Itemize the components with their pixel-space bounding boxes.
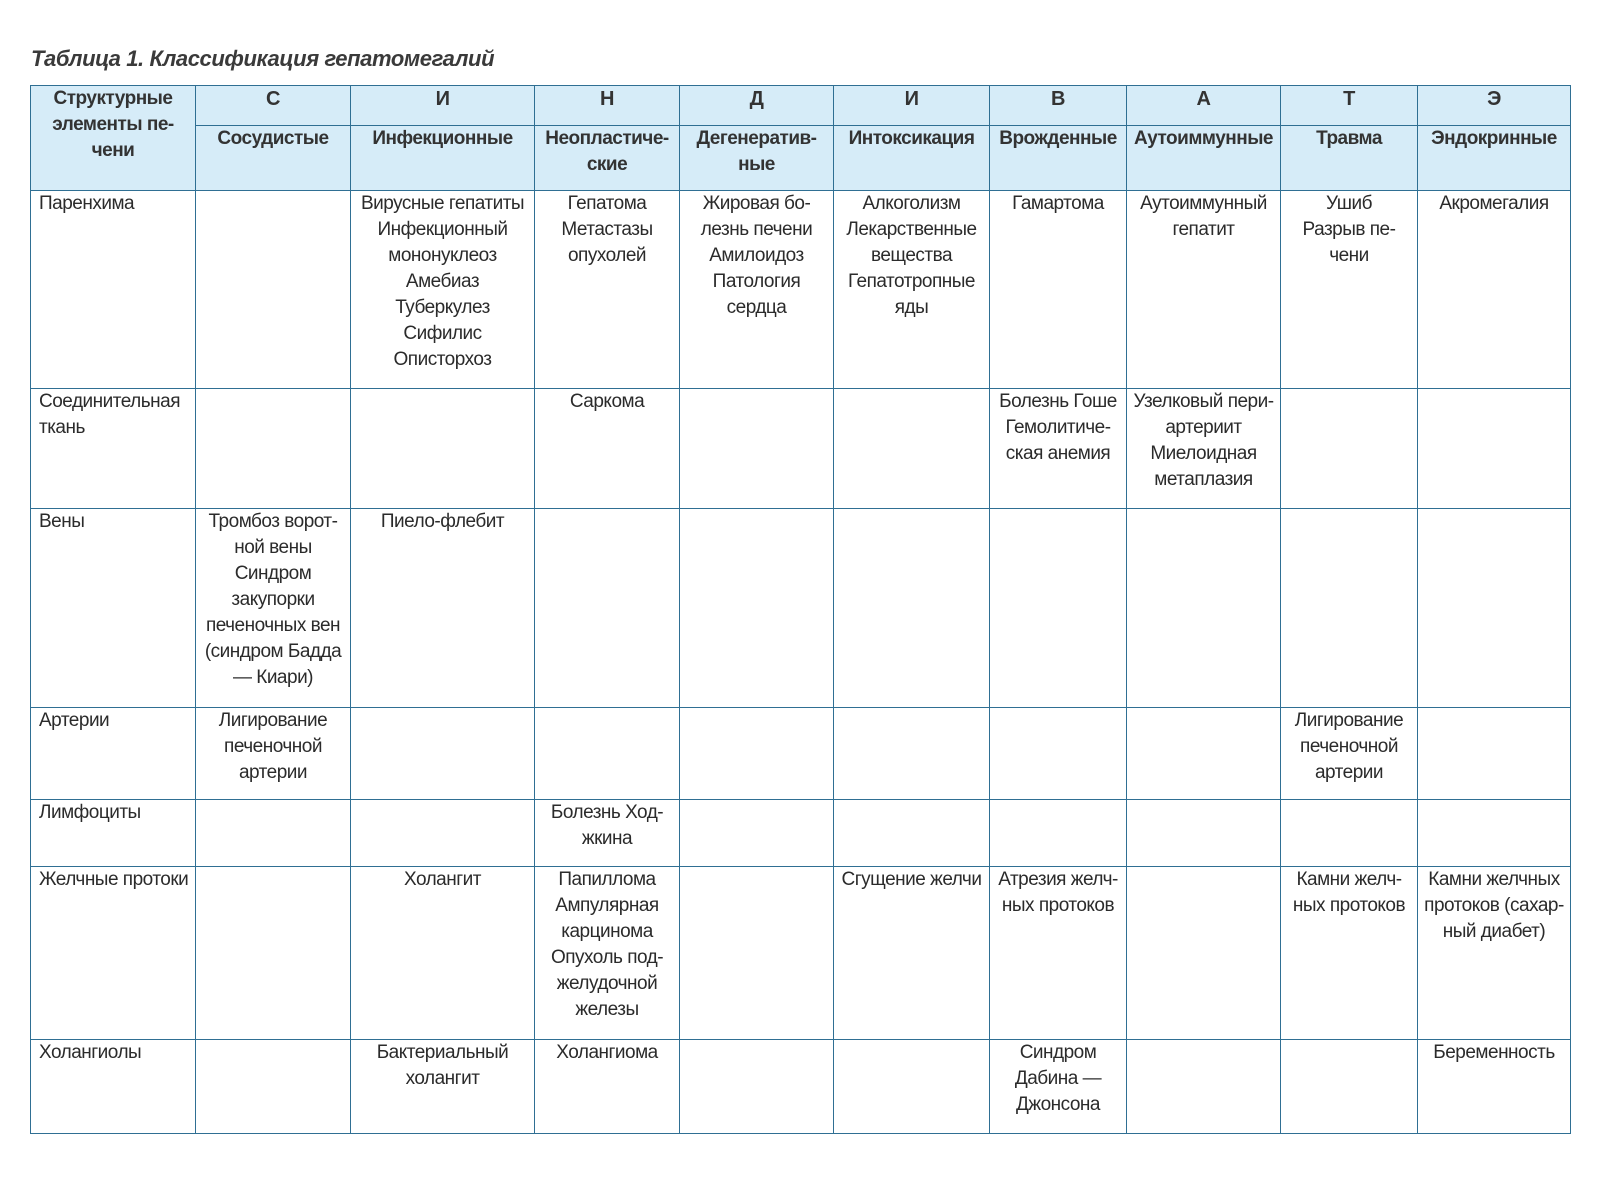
row-header-cell bbox=[31, 389, 196, 509]
cell-line: Дабина — bbox=[1014, 1068, 1102, 1089]
table-cell bbox=[1281, 509, 1418, 708]
table-cell bbox=[990, 800, 1127, 867]
table-body bbox=[31, 191, 1571, 1134]
cell-line: — Киари) bbox=[232, 667, 314, 688]
table-cell bbox=[990, 867, 1127, 1040]
cell-line: Миелоидная bbox=[1150, 443, 1257, 464]
cell-line: Камни желчных bbox=[1428, 869, 1560, 890]
header-category-line: ные bbox=[738, 154, 775, 175]
cell-line: Ампулярная bbox=[555, 895, 659, 916]
row-header-cell bbox=[31, 800, 196, 867]
table-cell bbox=[1127, 1040, 1281, 1134]
row-header-cell bbox=[31, 708, 196, 800]
cell-line: ный диабет) bbox=[1442, 921, 1546, 942]
row-header-cell bbox=[31, 509, 196, 708]
table-cell bbox=[1418, 389, 1571, 509]
table-cell bbox=[1127, 509, 1281, 708]
table-row bbox=[31, 191, 1571, 389]
cell-line: Холангит bbox=[403, 869, 481, 890]
table-cell bbox=[680, 389, 834, 509]
cell-line: Папиллома bbox=[558, 869, 656, 890]
table-cell bbox=[1281, 800, 1418, 867]
cell-line: карцинома bbox=[561, 921, 653, 942]
table-cell bbox=[196, 389, 351, 509]
table-row bbox=[31, 708, 1571, 800]
table-cell bbox=[535, 867, 680, 1040]
row-header-line: Холангиолы bbox=[39, 1042, 142, 1063]
table-cell bbox=[834, 389, 990, 509]
header-category-line: Неопластиче- bbox=[545, 128, 669, 149]
table-cell bbox=[351, 867, 535, 1040]
table-cell bbox=[196, 509, 351, 708]
cell-line: Лекарственные bbox=[846, 219, 977, 240]
table-cell bbox=[1418, 1040, 1571, 1134]
header-category-line: Врожденные bbox=[999, 128, 1117, 149]
header-category-line: Аутоиммунные bbox=[1133, 128, 1274, 149]
header-letter: И bbox=[351, 86, 535, 126]
header-category bbox=[834, 126, 990, 191]
cell-line: Гепатома bbox=[567, 193, 647, 214]
classification-table bbox=[30, 85, 1571, 1134]
cell-line: Лигирование bbox=[1294, 710, 1404, 731]
table-cell bbox=[834, 509, 990, 708]
table-cell bbox=[680, 800, 834, 867]
header-letter-row bbox=[31, 86, 1571, 126]
header-category-line: Интоксикация bbox=[848, 128, 975, 149]
cell-line: Болезнь Гоше bbox=[999, 391, 1117, 412]
header-letter: А bbox=[1127, 86, 1281, 126]
table-cell bbox=[680, 867, 834, 1040]
cell-line: Болезнь Ход- bbox=[550, 802, 664, 823]
table-cell bbox=[351, 191, 535, 389]
cell-line: Тромбоз ворот- bbox=[208, 511, 338, 532]
cell-line: Гепатотропные bbox=[847, 271, 975, 292]
table-cell bbox=[535, 509, 680, 708]
table-cell bbox=[990, 1040, 1127, 1134]
cell-line: Узелковый пери- bbox=[1133, 391, 1274, 412]
header-category bbox=[1418, 126, 1571, 191]
header-category bbox=[535, 126, 680, 191]
cell-line: Алкоголизм bbox=[862, 193, 961, 214]
row-header-line: Желчные протоки bbox=[39, 869, 189, 890]
table-row bbox=[31, 509, 1571, 708]
table-cell bbox=[535, 708, 680, 800]
table-cell bbox=[834, 191, 990, 389]
header-letter: Н bbox=[535, 86, 680, 126]
cell-line: протоков (сахар- bbox=[1424, 895, 1564, 916]
table-cell bbox=[1418, 708, 1571, 800]
row-header-line: ткань bbox=[39, 417, 85, 438]
cell-line: Холангиома bbox=[556, 1042, 658, 1063]
cell-line: ская анемия bbox=[1005, 443, 1111, 464]
table-cell bbox=[351, 1040, 535, 1134]
header-category-line: ские bbox=[586, 154, 628, 175]
header-corner-cell bbox=[31, 86, 196, 191]
cell-line: Гемолитиче- bbox=[1005, 417, 1111, 438]
header-category bbox=[990, 126, 1127, 191]
header-category-row bbox=[31, 126, 1571, 191]
header-category-line: Инфекционные bbox=[372, 128, 513, 149]
cell-line: Описторхоз bbox=[393, 349, 492, 370]
header-category bbox=[351, 126, 535, 191]
table-cell bbox=[196, 800, 351, 867]
table-cell bbox=[196, 708, 351, 800]
cell-line: ной вены bbox=[234, 537, 312, 558]
header-category bbox=[1281, 126, 1418, 191]
table-cell bbox=[1127, 800, 1281, 867]
cell-line: печеночных вен bbox=[205, 615, 341, 636]
table-cell bbox=[535, 191, 680, 389]
cell-line: Патология bbox=[712, 271, 801, 292]
row-header-cell bbox=[31, 867, 196, 1040]
header-corner-line: чени bbox=[91, 140, 135, 161]
cell-line: яды bbox=[894, 297, 929, 318]
row-header-line: Соединительная bbox=[39, 391, 181, 412]
header-letter: В bbox=[990, 86, 1127, 126]
cell-line: сердца bbox=[726, 297, 787, 318]
table-cell bbox=[535, 800, 680, 867]
table-cell bbox=[1127, 867, 1281, 1040]
row-header-cell bbox=[31, 1040, 196, 1134]
table-cell bbox=[990, 708, 1127, 800]
table-cell bbox=[351, 509, 535, 708]
header-letter: С bbox=[196, 86, 351, 126]
table-cell bbox=[990, 389, 1127, 509]
table-caption: Таблица 1. Классификация гепатомегалий bbox=[31, 46, 495, 71]
header-category bbox=[196, 126, 351, 191]
cell-line: холангит bbox=[405, 1068, 480, 1089]
row-header-cell bbox=[31, 191, 196, 389]
table-cell bbox=[535, 389, 680, 509]
table-cell bbox=[1281, 1040, 1418, 1134]
header-category bbox=[680, 126, 834, 191]
cell-line: Бактериальный bbox=[376, 1042, 509, 1063]
table-cell bbox=[1281, 867, 1418, 1040]
cell-line: метаплазия bbox=[1154, 469, 1253, 490]
cell-line: печеночной bbox=[224, 736, 322, 757]
cell-line: Сифилис bbox=[403, 323, 482, 344]
cell-line: Аутоиммунный bbox=[1140, 193, 1267, 214]
header-category-line: Сосудистые bbox=[217, 128, 329, 149]
table-row bbox=[31, 1040, 1571, 1134]
cell-line: Джонсона bbox=[1016, 1094, 1100, 1115]
cell-line: (синдром Бадда bbox=[204, 641, 342, 662]
cell-line: чени bbox=[1329, 245, 1369, 266]
cell-line: Опухоль под- bbox=[550, 947, 664, 968]
table-cell bbox=[834, 708, 990, 800]
cell-line: ных протоков bbox=[1292, 895, 1406, 916]
table-row bbox=[31, 867, 1571, 1040]
cell-line: вещества bbox=[870, 245, 953, 266]
table-cell bbox=[680, 1040, 834, 1134]
cell-line: Атрезия желч- bbox=[998, 869, 1118, 890]
header-corner-line: Структурные bbox=[53, 88, 173, 109]
header-letter: Э bbox=[1418, 86, 1571, 126]
header-letter: Д bbox=[680, 86, 834, 126]
cell-line: Саркома bbox=[569, 391, 645, 412]
table-cell bbox=[990, 191, 1127, 389]
table-cell bbox=[351, 708, 535, 800]
table-cell bbox=[196, 867, 351, 1040]
table-cell bbox=[1281, 708, 1418, 800]
cell-line: железы bbox=[575, 999, 639, 1020]
row-header-line: Паренхима bbox=[39, 193, 135, 214]
cell-line: Лигирование bbox=[218, 710, 328, 731]
table-cell bbox=[1281, 389, 1418, 509]
header-category-line: Травма bbox=[1316, 128, 1382, 149]
table-cell bbox=[1418, 191, 1571, 389]
table-cell bbox=[680, 708, 834, 800]
table-cell bbox=[834, 800, 990, 867]
row-header-line: Лимфоциты bbox=[39, 802, 141, 823]
cell-line: опухолей bbox=[567, 245, 647, 266]
cell-line: Синдром bbox=[1019, 1042, 1097, 1063]
cell-line: Вирусные гепатиты bbox=[360, 193, 525, 214]
cell-line: лезнь печени bbox=[700, 219, 813, 240]
table-cell bbox=[351, 800, 535, 867]
row-header-line: Вены bbox=[39, 511, 85, 532]
cell-line: закупорки bbox=[231, 589, 315, 610]
cell-line: ных протоков bbox=[1001, 895, 1115, 916]
cell-line: желудочной bbox=[556, 973, 658, 994]
cell-line: артериит bbox=[1165, 417, 1242, 438]
header-corner-line: элементы пе- bbox=[52, 114, 174, 135]
table-cell bbox=[680, 509, 834, 708]
table-row bbox=[31, 800, 1571, 867]
cell-line: Беременность bbox=[1433, 1042, 1555, 1063]
table-cell bbox=[196, 1040, 351, 1134]
table-row bbox=[31, 389, 1571, 509]
cell-line: Гамартома bbox=[1012, 193, 1104, 214]
cell-line: Акромегалия bbox=[1439, 193, 1549, 214]
header-letter: Т bbox=[1281, 86, 1418, 126]
header-category-line: Дегенератив- bbox=[696, 128, 817, 149]
cell-line: Разрыв пе- bbox=[1302, 219, 1396, 240]
cell-line: Метастазы bbox=[561, 219, 653, 240]
cell-line: Ушиб bbox=[1326, 193, 1372, 214]
cell-line: Жировая бо- bbox=[702, 193, 811, 214]
header-letter: И bbox=[834, 86, 990, 126]
table-cell bbox=[1127, 191, 1281, 389]
table-cell bbox=[1418, 800, 1571, 867]
cell-line: Синдром bbox=[234, 563, 312, 584]
cell-line: Туберкулез bbox=[395, 297, 490, 318]
table-cell bbox=[196, 191, 351, 389]
header-category-line: Эндокринные bbox=[1431, 128, 1557, 149]
cell-line: Инфекционный bbox=[377, 219, 508, 240]
cell-line: Сгущение желчи bbox=[841, 869, 982, 890]
cell-line: Амилоидоз bbox=[709, 245, 804, 266]
table-cell bbox=[990, 509, 1127, 708]
table-cell bbox=[680, 191, 834, 389]
table-cell bbox=[1418, 867, 1571, 1040]
table-cell bbox=[1127, 389, 1281, 509]
cell-line: артерии bbox=[1314, 762, 1384, 783]
table-cell bbox=[1418, 509, 1571, 708]
cell-line: мононуклеоз bbox=[388, 245, 497, 266]
cell-line: Амебиаз bbox=[405, 271, 480, 292]
cell-line: Камни желч- bbox=[1296, 869, 1402, 890]
cell-line: артерии bbox=[238, 762, 308, 783]
table-cell bbox=[535, 1040, 680, 1134]
table-cell bbox=[1127, 708, 1281, 800]
cell-line: Пиело-флебит bbox=[380, 511, 505, 532]
table-cell bbox=[351, 389, 535, 509]
header-category bbox=[1127, 126, 1281, 191]
cell-line: гепатит bbox=[1172, 219, 1235, 240]
table-cell bbox=[834, 1040, 990, 1134]
row-header-line: Артерии bbox=[39, 710, 110, 731]
cell-line: печеночной bbox=[1300, 736, 1398, 757]
cell-line: жкина bbox=[581, 828, 633, 849]
table-cell bbox=[1281, 191, 1418, 389]
table-cell bbox=[834, 867, 990, 1040]
